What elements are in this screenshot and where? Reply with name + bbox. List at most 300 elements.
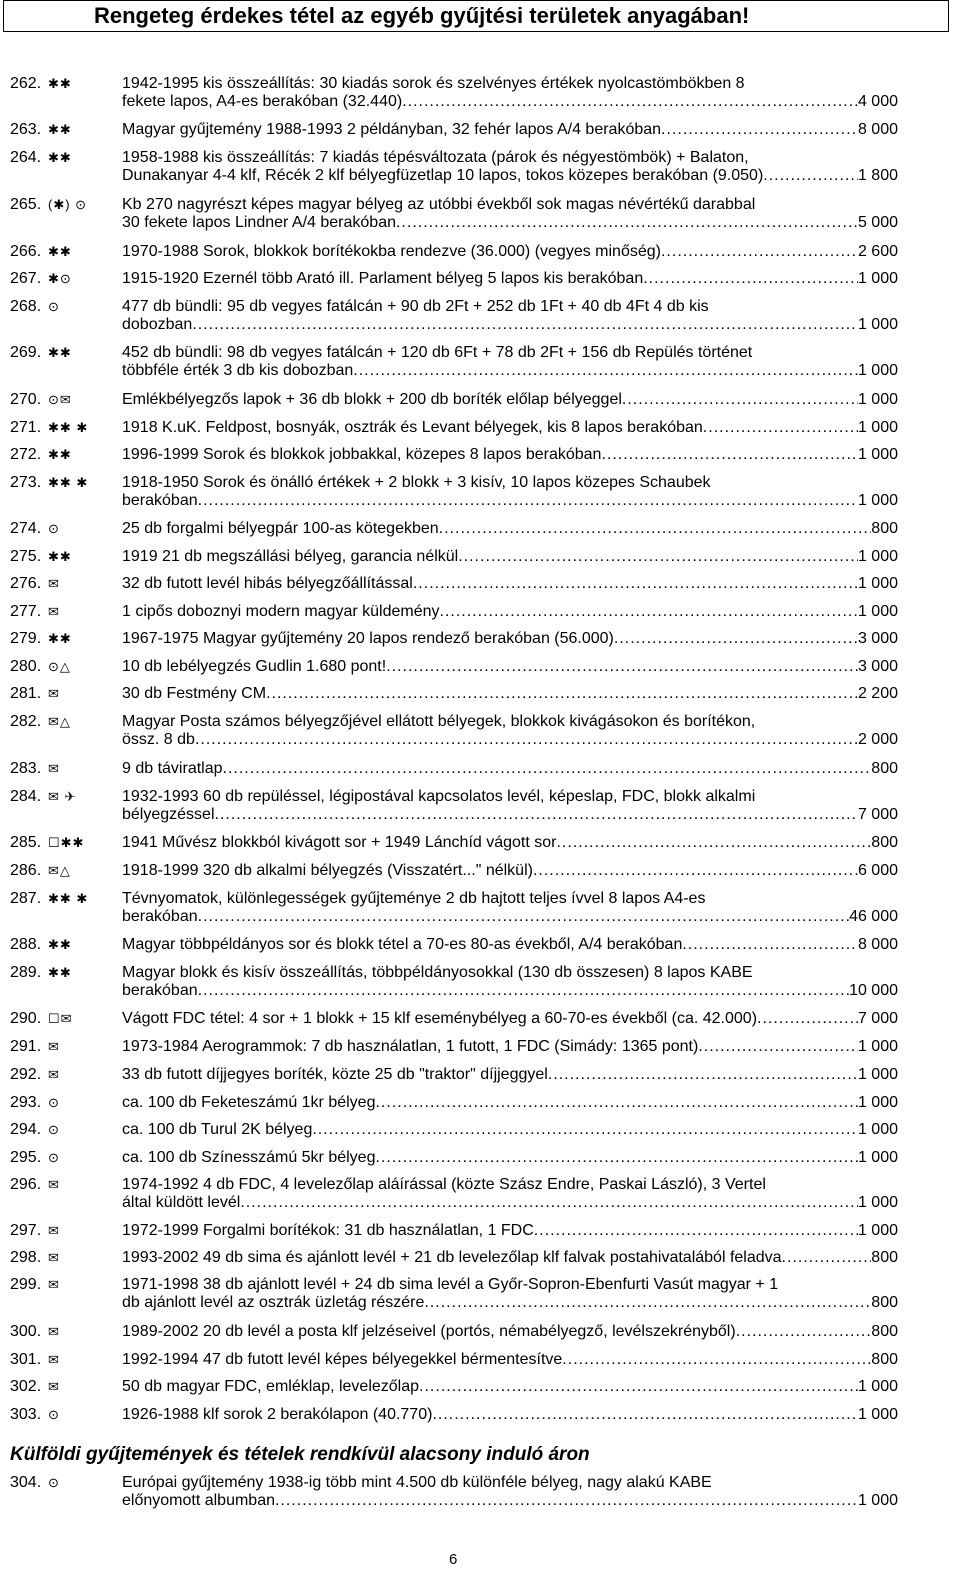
lot-description bbox=[122, 1176, 898, 1212]
condition-symbol-icon: ✉△ bbox=[48, 863, 71, 878]
lot-description bbox=[122, 1323, 898, 1341]
dot-leader bbox=[458, 548, 858, 566]
description-line: 9 db táviratlap bbox=[122, 760, 223, 777]
condition-symbol-icon: ✱✱ bbox=[48, 447, 72, 462]
description-line: Európai gyűjtemény 1938-ig több mint 4.500 db különféle bélyeg, nagy alakú KABE bbox=[122, 1474, 712, 1491]
description-line: 30 fekete lapos Lindner A/4 berakóban bbox=[122, 214, 396, 231]
lot-number: 297. bbox=[10, 1222, 42, 1239]
lot-number: 299. bbox=[10, 1276, 42, 1293]
condition-symbol-icon: ✉ bbox=[48, 576, 60, 591]
lot-number: 286. bbox=[10, 862, 42, 879]
dot-leader bbox=[402, 93, 858, 111]
description-last-line bbox=[122, 834, 898, 852]
condition-symbol-icon: ✱✱ bbox=[48, 76, 72, 91]
condition-symbol-icon: ✉ bbox=[48, 761, 60, 776]
lot-description bbox=[122, 270, 898, 288]
dot-leader bbox=[736, 1323, 872, 1341]
lot-price: 800 bbox=[871, 834, 898, 851]
lot-description bbox=[122, 1276, 898, 1312]
lot-description bbox=[122, 1249, 898, 1267]
description-last-line bbox=[122, 908, 898, 926]
description-line: 32 db futott levél hibás bélyegzőállítással bbox=[122, 575, 413, 592]
lot-price: 800 bbox=[871, 520, 898, 537]
condition-symbol-icon: ✉ bbox=[48, 1379, 60, 1394]
lot-description bbox=[122, 630, 898, 648]
dot-leader bbox=[440, 603, 858, 621]
lot-price: 1 000 bbox=[857, 391, 898, 408]
lot-description bbox=[122, 149, 898, 185]
description-last-line bbox=[122, 806, 898, 824]
lot-number: 294. bbox=[10, 1121, 42, 1138]
lot-description bbox=[122, 685, 898, 703]
description-last-line bbox=[122, 446, 898, 464]
lot-description bbox=[122, 1038, 898, 1056]
description-last-line bbox=[122, 1094, 898, 1112]
description-line: Dunakanyar 4-4 klf, Récék 2 klf bélyegfüzetlap 10 lapos, tokos közepes berakóban (9.050) bbox=[122, 167, 764, 184]
lot-price: 1 000 bbox=[857, 362, 898, 379]
condition-symbol-icon: ✉ bbox=[48, 686, 60, 701]
dot-leader bbox=[763, 167, 858, 185]
lot-price: 1 000 bbox=[857, 419, 898, 436]
description-last-line bbox=[122, 731, 898, 749]
lot-description bbox=[122, 834, 898, 852]
lot-number: 288. bbox=[10, 936, 42, 953]
lot-number: 279. bbox=[10, 630, 42, 647]
description-last-line bbox=[122, 93, 898, 111]
lot-price: 7 000 bbox=[857, 806, 898, 823]
description-last-line bbox=[122, 548, 898, 566]
description-line: Magyar gyűjtemény 1988-1993 2 példányban, 32 fehér lapos A/4 berakóban bbox=[122, 121, 662, 138]
dot-leader bbox=[661, 121, 858, 139]
dot-leader bbox=[192, 316, 858, 334]
description-line: össz. 8 db bbox=[122, 731, 195, 748]
description-last-line bbox=[122, 520, 898, 538]
page-header-box bbox=[3, 0, 949, 32]
lot-number: 274. bbox=[10, 520, 42, 537]
description-last-line bbox=[122, 362, 898, 380]
lot-description bbox=[122, 121, 898, 139]
lot-number: 283. bbox=[10, 760, 42, 777]
lot-number: 272. bbox=[10, 446, 42, 463]
lot-description bbox=[122, 344, 898, 380]
lot-price: 2 000 bbox=[857, 731, 898, 748]
condition-symbol-icon: ⊙ bbox=[48, 1122, 60, 1137]
lot-price: 1 800 bbox=[857, 167, 898, 184]
description-line: fekete lapos, A4-es berakóban (32.440) bbox=[122, 93, 403, 110]
lot-description bbox=[122, 1474, 898, 1510]
dot-leader bbox=[601, 446, 858, 464]
lot-description bbox=[122, 1066, 898, 1084]
description-last-line bbox=[122, 1351, 898, 1369]
description-line: 1972-1999 Forgalmi borítékok: 31 db használatlan, 1 FDC bbox=[122, 1222, 534, 1239]
lot-price: 800 bbox=[871, 1294, 898, 1311]
description-line: 1918-1950 Sorok és önálló értékek + 2 blokk + 3 kisív, 10 lapos közepes Schaubek bbox=[122, 474, 711, 491]
page-number: 6 bbox=[449, 1551, 458, 1568]
description-last-line bbox=[122, 316, 898, 334]
dot-leader bbox=[413, 575, 858, 593]
lot-price: 10 000 bbox=[849, 982, 898, 999]
condition-symbol-icon: ✱✱ bbox=[48, 244, 72, 259]
description-line: 10 db lebélyegzés Gudlin 1.680 pont! bbox=[122, 658, 387, 675]
lot-description bbox=[122, 298, 898, 334]
dot-leader bbox=[556, 834, 871, 852]
lot-price: 1 000 bbox=[857, 1194, 898, 1211]
condition-symbol-icon: ☐✱✱ bbox=[48, 835, 85, 850]
condition-symbol-icon: ✉△ bbox=[48, 714, 71, 729]
description-line: 1974-1992 4 db FDC, 4 levelezőlap aláírással (közte Szász Endre, Paskai László), 3 Vertel bbox=[122, 1176, 766, 1193]
condition-symbol-icon: ✱✱ ✱ bbox=[48, 891, 89, 906]
lot-description bbox=[122, 1406, 898, 1424]
dot-leader bbox=[534, 1222, 858, 1240]
description-last-line bbox=[122, 492, 898, 510]
lot-price: 1 000 bbox=[857, 575, 898, 592]
lot-description bbox=[122, 1094, 898, 1112]
description-line: által küldött levél bbox=[122, 1194, 241, 1211]
description-line: 1918 K.uK. Feldpost, bosnyák, osztrák és Levant bélyegek, kis 8 lapos berakóban bbox=[122, 419, 703, 436]
description-line: ca. 100 db Turul 2K bélyeg bbox=[122, 1121, 313, 1138]
description-line: Kb 270 nagyrészt képes magyar bélyeg az utóbbi évekből sok magas névértékű darabbal bbox=[122, 196, 756, 213]
lot-description bbox=[122, 575, 898, 593]
description-last-line bbox=[122, 167, 898, 185]
lot-price: 1 000 bbox=[857, 1094, 898, 1111]
dot-leader bbox=[614, 630, 858, 648]
description-line: Magyar Posta számos bélyegzőjével ellátott bélyegek, blokkok kivágásokon és borítékon, bbox=[122, 713, 756, 730]
lot-number: 277. bbox=[10, 603, 42, 620]
lot-number: 269. bbox=[10, 344, 42, 361]
description-line: 1926-1988 klf sorok 2 berakólapon (40.770) bbox=[122, 1406, 433, 1423]
condition-symbol-icon: ✱✱ bbox=[48, 631, 72, 646]
description-line: 30 db Festmény CM bbox=[122, 685, 267, 702]
description-line: Vágott FDC tétel: 4 sor + 1 blokk + 15 klf eseménybélyeg a 60-70-es évekből (ca. 42.000) bbox=[122, 1010, 758, 1027]
condition-symbol-icon: ✉ bbox=[48, 1177, 60, 1192]
lot-price: 1 000 bbox=[857, 1378, 898, 1395]
description-line: dobozban bbox=[122, 316, 193, 333]
condition-symbol-icon: ✉ bbox=[48, 604, 60, 619]
lot-description bbox=[122, 713, 898, 749]
lot-price: 2 200 bbox=[857, 685, 898, 702]
lot-number: 265. bbox=[10, 196, 42, 213]
description-last-line bbox=[122, 214, 898, 232]
condition-symbol-icon: ✱✱ ✱ bbox=[48, 420, 89, 435]
description-last-line bbox=[122, 1194, 898, 1212]
description-line: berakóban bbox=[122, 908, 198, 925]
lot-description bbox=[122, 474, 898, 510]
dot-leader bbox=[419, 1378, 858, 1396]
lot-price: 1 000 bbox=[857, 1492, 898, 1509]
lot-number: 267. bbox=[10, 270, 42, 287]
condition-symbol-icon: ⊙ bbox=[48, 1475, 60, 1490]
description-line: 1967-1975 Magyar gyűjtemény 20 lapos rendező berakóban (56.000) bbox=[122, 630, 614, 647]
lot-price: 8 000 bbox=[857, 936, 898, 953]
lot-price: 800 bbox=[871, 1249, 898, 1266]
lot-number: 301. bbox=[10, 1351, 42, 1368]
condition-symbol-icon: ✱⊙ bbox=[48, 271, 72, 286]
condition-symbol-icon: ✱✱ bbox=[48, 150, 72, 165]
lot-number: 285. bbox=[10, 834, 42, 851]
lot-price: 1 000 bbox=[857, 1406, 898, 1423]
lot-price: 1 000 bbox=[857, 316, 898, 333]
lot-description bbox=[122, 196, 898, 232]
description-line: többféle érték 3 db kis dobozban bbox=[122, 362, 354, 379]
dot-leader bbox=[548, 1066, 858, 1084]
condition-symbol-icon: ✉ bbox=[48, 1352, 60, 1367]
description-last-line bbox=[122, 419, 898, 437]
description-last-line bbox=[122, 1149, 898, 1167]
description-line: 1942-1995 kis összeállítás: 30 kiadás sorok és szelvényes értékek nyolcastömbökben 8 bbox=[122, 75, 745, 92]
lot-number: 263. bbox=[10, 121, 42, 138]
description-line: ca. 100 db Színesszámú 5kr bélyeg bbox=[122, 1149, 376, 1166]
description-last-line bbox=[122, 243, 898, 261]
dot-leader bbox=[533, 862, 858, 880]
description-line: 452 db bündli: 98 db vegyes fatálcán + 120 db 6Ft + 78 db 2Ft + 156 db Repülés történet bbox=[122, 344, 753, 361]
lot-description bbox=[122, 1121, 898, 1139]
dot-leader bbox=[198, 982, 849, 1000]
lot-price: 2 600 bbox=[857, 243, 898, 260]
dot-leader bbox=[661, 243, 858, 261]
lot-price: 1 000 bbox=[857, 270, 898, 287]
lot-number: 293. bbox=[10, 1094, 42, 1111]
description-line: 1 cipős doboznyi modern magyar küldemény bbox=[122, 603, 440, 620]
lot-description bbox=[122, 548, 898, 566]
lot-number: 295. bbox=[10, 1149, 42, 1166]
dot-leader bbox=[195, 731, 858, 749]
lot-description bbox=[122, 1010, 898, 1028]
description-line: 1996-1999 Sorok és blokkok jobbakkal, közepes 8 lapos berakóban bbox=[122, 446, 602, 463]
description-line: Tévnyomatok, különlegességek gyűjteménye 2 db hajtott teljes ívvel 8 lapos A4-es bbox=[122, 890, 706, 907]
condition-symbol-icon: ✉ bbox=[48, 1324, 60, 1339]
description-line: 33 db futott díjjegyes boríték, közte 25 db "traktor" díjjeggyel bbox=[122, 1066, 548, 1083]
condition-symbol-icon: ☐✉ bbox=[48, 1011, 73, 1026]
lot-number: 304. bbox=[10, 1474, 42, 1491]
dot-leader bbox=[698, 1038, 858, 1056]
lot-number: 303. bbox=[10, 1406, 42, 1423]
lot-number: 280. bbox=[10, 658, 42, 675]
condition-symbol-icon: ⊙ bbox=[48, 1095, 60, 1110]
description-line: 1932-1993 60 db repüléssel, légipostával kapcsolatos levél, képeslap, FDC, blokk alkalmi bbox=[122, 788, 756, 805]
lot-price: 5 000 bbox=[857, 214, 898, 231]
description-line: berakóban bbox=[122, 982, 198, 999]
description-line: 25 db forgalmi bélyegpár 100-as kötegekben bbox=[122, 520, 439, 537]
description-last-line bbox=[122, 936, 898, 954]
dot-leader bbox=[215, 806, 858, 824]
description-line: berakóban bbox=[122, 492, 198, 509]
condition-symbol-icon: ⊙ bbox=[48, 1407, 60, 1422]
dot-leader bbox=[223, 760, 872, 778]
description-line: 1915-1920 Ezernél több Arató ill. Parlament bélyeg 5 lapos kis berakóban bbox=[122, 270, 644, 287]
lot-price: 3 000 bbox=[857, 630, 898, 647]
description-last-line bbox=[122, 1378, 898, 1396]
description-last-line bbox=[122, 1121, 898, 1139]
lot-price: 1 000 bbox=[857, 1038, 898, 1055]
description-last-line bbox=[122, 630, 898, 648]
lot-number: 300. bbox=[10, 1323, 42, 1340]
condition-symbol-icon: ⊙△ bbox=[48, 659, 71, 674]
lot-price: 1 000 bbox=[857, 446, 898, 463]
condition-symbol-icon: ✉ bbox=[48, 1067, 60, 1082]
description-line: 1993-2002 49 db sima és ajánlott levél + 21 db levelezőlap klf falvak postahivatalából feladva bbox=[122, 1249, 782, 1266]
lot-description bbox=[122, 1222, 898, 1240]
page-title: Rengeteg érdekes tétel az egyéb gyűjtési területek anyagában! bbox=[94, 3, 750, 28]
lot-description bbox=[122, 760, 898, 778]
lot-number: 287. bbox=[10, 890, 42, 907]
lot-price: 1 000 bbox=[857, 548, 898, 565]
lot-price: 800 bbox=[871, 1351, 898, 1368]
description-line: Magyar többpéldányos sor és blokk tétel a 70-es 80-as évekből, A/4 berakóban bbox=[122, 936, 683, 953]
condition-symbol-icon: ⊙ bbox=[48, 521, 60, 536]
lot-number: 302. bbox=[10, 1378, 42, 1395]
lot-description bbox=[122, 75, 898, 111]
description-last-line bbox=[122, 685, 898, 703]
lot-price: 1 000 bbox=[857, 1121, 898, 1138]
description-last-line bbox=[122, 760, 898, 778]
lot-number: 268. bbox=[10, 298, 42, 315]
lot-description bbox=[122, 1149, 898, 1167]
description-line: 1971-1998 38 db ajánlott levél + 24 db sima levél a Győr-Sopron-Ebenfurti Vasút magyar + 1 bbox=[122, 1276, 779, 1293]
lot-number: 289. bbox=[10, 964, 42, 981]
dot-leader bbox=[643, 270, 858, 288]
condition-symbol-icon: ✱✱ bbox=[48, 345, 72, 360]
condition-symbol-icon: ✱✱ ✱ bbox=[48, 475, 89, 490]
description-line: Emlékbélyegzős lapok + 36 db blokk + 200 db boríték előlap bélyeggel bbox=[122, 391, 622, 408]
lot-description bbox=[122, 603, 898, 621]
dot-leader bbox=[622, 391, 858, 409]
lot-description bbox=[122, 1351, 898, 1369]
lot-description bbox=[122, 658, 898, 676]
condition-symbol-icon: ✱✱ bbox=[48, 122, 72, 137]
condition-symbol-icon: ✉ bbox=[48, 1250, 60, 1265]
description-last-line bbox=[122, 270, 898, 288]
description-last-line bbox=[122, 982, 898, 1000]
condition-symbol-icon: ✱✱ bbox=[48, 965, 72, 980]
section-title: Külföldi gyűjtemények és tételek rendkívül alacsony induló áron bbox=[10, 1444, 590, 1465]
description-line: 50 db magyar FDC, emléklap, levelezőlap bbox=[122, 1378, 420, 1395]
condition-symbol-icon: ✱✱ bbox=[48, 549, 72, 564]
condition-symbol-icon: ✉ bbox=[48, 1277, 60, 1292]
description-last-line bbox=[122, 1294, 898, 1312]
description-last-line bbox=[122, 1492, 898, 1510]
lot-description bbox=[122, 788, 898, 824]
lot-number: 291. bbox=[10, 1038, 42, 1055]
condition-symbol-icon: (✱) ⊙ bbox=[48, 197, 88, 212]
description-line: előnyomott albumban bbox=[122, 1492, 275, 1509]
lot-description bbox=[122, 243, 898, 261]
lot-price: 1 000 bbox=[857, 1149, 898, 1166]
description-line: 1918-1999 320 db alkalmi bélyegzés (Visszatért..." nélkül) bbox=[122, 862, 533, 879]
description-last-line bbox=[122, 391, 898, 409]
dot-leader bbox=[432, 1406, 858, 1424]
condition-symbol-icon: ✉ bbox=[48, 1223, 60, 1238]
lot-number: 290. bbox=[10, 1010, 42, 1027]
lot-number: 262. bbox=[10, 75, 42, 92]
lot-number: 266. bbox=[10, 243, 42, 260]
description-last-line bbox=[122, 1010, 898, 1028]
description-line: ca. 100 db Feketeszámú 1kr bélyeg bbox=[122, 1094, 376, 1111]
condition-symbol-icon: ⊙ bbox=[48, 299, 60, 314]
description-line: Magyar blokk és kisív összeállítás, többpéldányosokkal (130 db összesen) 8 lapos KABE bbox=[122, 964, 753, 981]
lot-price: 1 000 bbox=[857, 1222, 898, 1239]
lot-price: 800 bbox=[871, 1323, 898, 1340]
description-line: 1941 Művész blokkból kivágott sor + 1949 Lánchíd vágott sor bbox=[122, 834, 557, 851]
lot-price: 1 000 bbox=[857, 492, 898, 509]
lot-price: 6 000 bbox=[857, 862, 898, 879]
description-last-line bbox=[122, 1249, 898, 1267]
lot-price: 800 bbox=[871, 760, 898, 777]
lot-price: 1 000 bbox=[857, 1066, 898, 1083]
lot-price: 4 000 bbox=[857, 93, 898, 110]
lot-description bbox=[122, 1378, 898, 1396]
description-line: 1970-1988 Sorok, blokkok borítékokba rendezve (36.000) (vegyes minőség) bbox=[122, 243, 661, 260]
dot-leader bbox=[386, 658, 858, 676]
lot-description bbox=[122, 936, 898, 954]
dot-leader bbox=[375, 1094, 857, 1112]
description-last-line bbox=[122, 1406, 898, 1424]
description-line: 1919 21 db megszállási bélyeg, garancia nélkül bbox=[122, 548, 459, 565]
dot-leader bbox=[682, 936, 858, 954]
lot-number: 281. bbox=[10, 685, 42, 702]
lot-number: 275. bbox=[10, 548, 42, 565]
dot-leader bbox=[375, 1149, 857, 1167]
lot-number: 282. bbox=[10, 713, 42, 730]
description-last-line bbox=[122, 862, 898, 880]
dot-leader bbox=[782, 1249, 872, 1267]
description-last-line bbox=[122, 658, 898, 676]
dot-leader bbox=[312, 1121, 858, 1139]
description-last-line bbox=[122, 603, 898, 621]
description-line: 1992-1994 47 db futott levél képes bélyegekkel bérmentesítve bbox=[122, 1351, 563, 1368]
lot-number: 271. bbox=[10, 419, 42, 436]
lot-number: 270. bbox=[10, 391, 42, 408]
dot-leader bbox=[198, 908, 849, 926]
condition-symbol-icon: ⊙ bbox=[48, 1150, 60, 1165]
dot-leader bbox=[757, 1010, 858, 1028]
lot-number: 264. bbox=[10, 149, 42, 166]
description-last-line bbox=[122, 1038, 898, 1056]
description-last-line bbox=[122, 1066, 898, 1084]
condition-symbol-icon: ✉ ✈ bbox=[48, 789, 77, 804]
lot-description bbox=[122, 419, 898, 437]
description-line: bélyegzéssel bbox=[122, 806, 215, 823]
lot-price: 3 000 bbox=[857, 658, 898, 675]
dot-leader bbox=[396, 214, 858, 232]
condition-symbol-icon: ✉ bbox=[48, 1039, 60, 1054]
dot-leader bbox=[275, 1492, 858, 1510]
description-line: db ajánlott levél az osztrák üzletág részére bbox=[122, 1294, 425, 1311]
dot-leader bbox=[424, 1294, 871, 1312]
lot-number: 298. bbox=[10, 1249, 42, 1266]
description-last-line bbox=[122, 1323, 898, 1341]
lot-price: 1 000 bbox=[857, 603, 898, 620]
description-last-line bbox=[122, 575, 898, 593]
lot-description bbox=[122, 520, 898, 538]
dot-leader bbox=[198, 492, 858, 510]
description-line: 1958-1988 kis összeállítás: 7 kiadás tépésváltozata (párok és négyestömbök) + Balaton, bbox=[122, 149, 749, 166]
lot-description bbox=[122, 964, 898, 1000]
description-line: 1973-1984 Aerogrammok: 7 db használatlan, 1 futott, 1 FDC (Simády: 1365 pont) bbox=[122, 1038, 699, 1055]
dot-leader bbox=[240, 1194, 858, 1212]
lot-description bbox=[122, 862, 898, 880]
dot-leader bbox=[353, 362, 858, 380]
description-line: 1989-2002 20 db levél a posta klf jelzéseivel (portós, némabélyegző, levélszekrényből) bbox=[122, 1323, 736, 1340]
lot-description bbox=[122, 446, 898, 464]
condition-symbol-icon: ⊙✉ bbox=[48, 392, 72, 407]
lot-number: 273. bbox=[10, 474, 42, 491]
lot-number: 284. bbox=[10, 788, 42, 805]
description-last-line bbox=[122, 121, 898, 139]
lot-number: 276. bbox=[10, 575, 42, 592]
lot-description bbox=[122, 391, 898, 409]
lot-description bbox=[122, 890, 898, 926]
condition-symbol-icon: ✱✱ bbox=[48, 937, 72, 952]
